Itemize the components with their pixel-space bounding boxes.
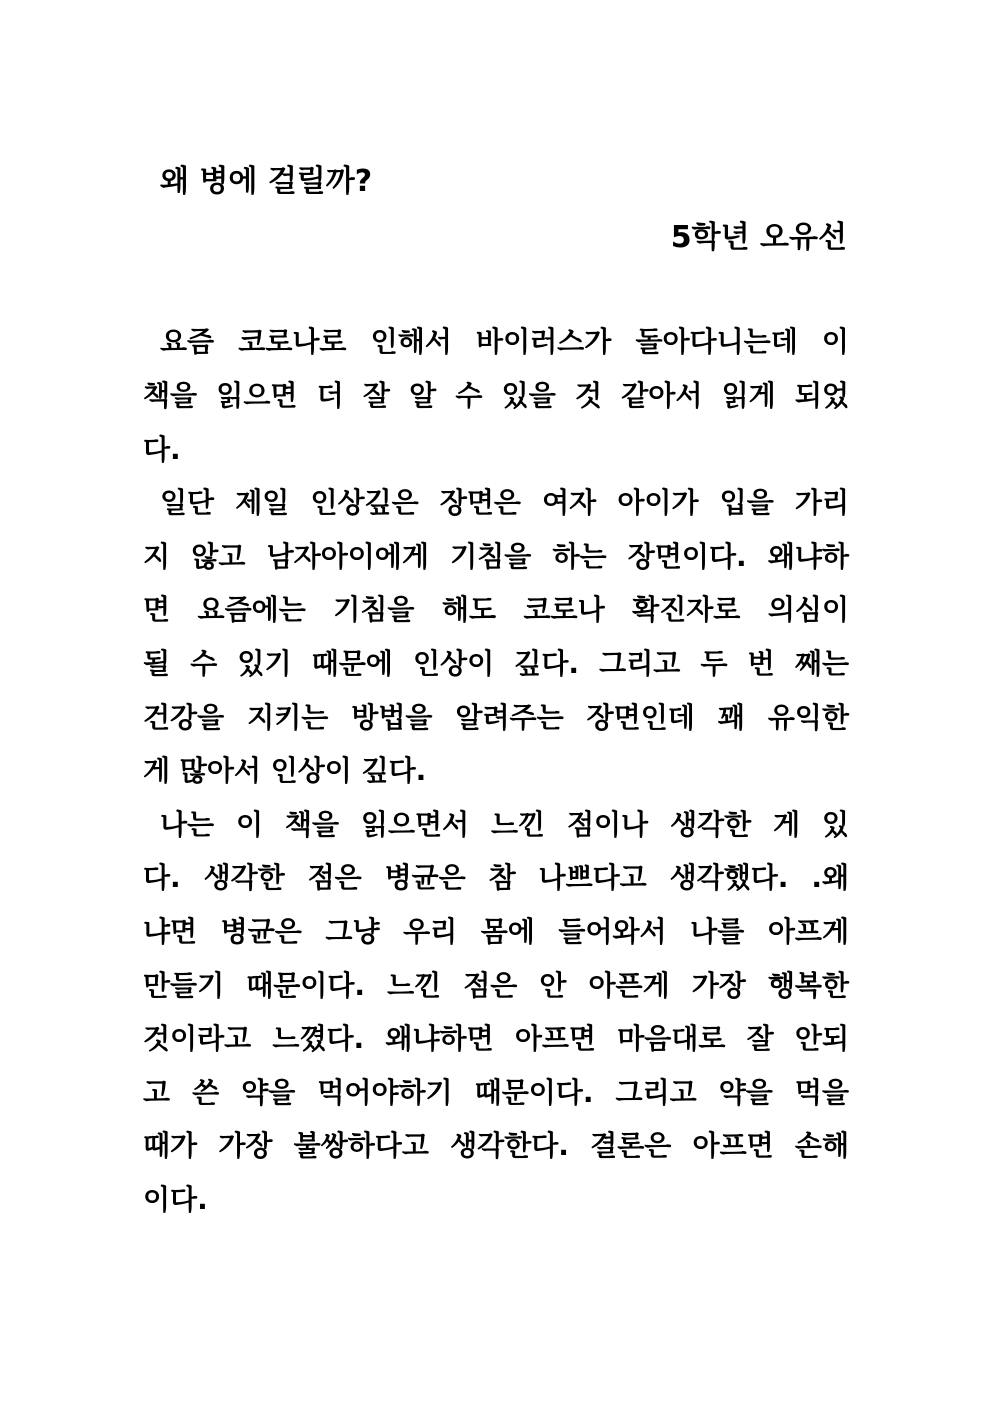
body-line: 만들기 때문이다. 느낀 점은 안 아픈게 가장 행복한 [143,969,849,1002]
body-line: 게 많아서 인상이 깊다. [143,754,427,787]
body-line: 때가 가장 불쌍하다고 생각한다. 결론은 아프면 손해 [143,1129,849,1162]
body-line: 책을 읽으면 더 잘 알 수 있을 것 같아서 읽게 되었 [143,379,849,412]
body-line: 다. 생각한 점은 병균은 참 나쁘다고 생각했다. .왜 [143,861,849,894]
body-line: 지 않고 남자아이에게 기침을 하는 장면이다. 왜냐하 [143,540,849,573]
body-line: 될 수 있기 때문에 인상이 깊다. 그리고 두 번 째는 [143,647,849,680]
body-line: 이다. [143,1183,208,1216]
body-line: 고 쓴 약을 먹어야하기 때문이다. 그리고 약을 먹을 [143,1076,849,1109]
body-line: 요즘 코로나로 인해서 바이러스가 돌아다니는데 이 [160,325,849,358]
body-line: 냐면 병균은 그냥 우리 몸에 들어와서 나를 아프게 [143,915,849,948]
body-line: 건강을 지키는 방법을 알려주는 장면인데 꽤 유익한 [143,701,849,734]
document-title: 왜 병에 걸릴까? [160,164,373,199]
body-line: 나는 이 책을 읽으면서 느낀 점이나 생각한 게 있 [160,808,849,841]
body-line: 것이라고 느꼈다. 왜냐하면 아프면 마음대로 잘 안되 [143,1022,849,1055]
body-line: 일단 제일 인상깊은 장면은 여자 아이가 입을 가리 [160,486,849,519]
body-line: 다. [143,433,181,466]
author-line: 5학년 오유선 [670,220,847,255]
body-line: 면 요즘에는 기침을 해도 코로나 확진자로 의심이 [143,593,849,626]
